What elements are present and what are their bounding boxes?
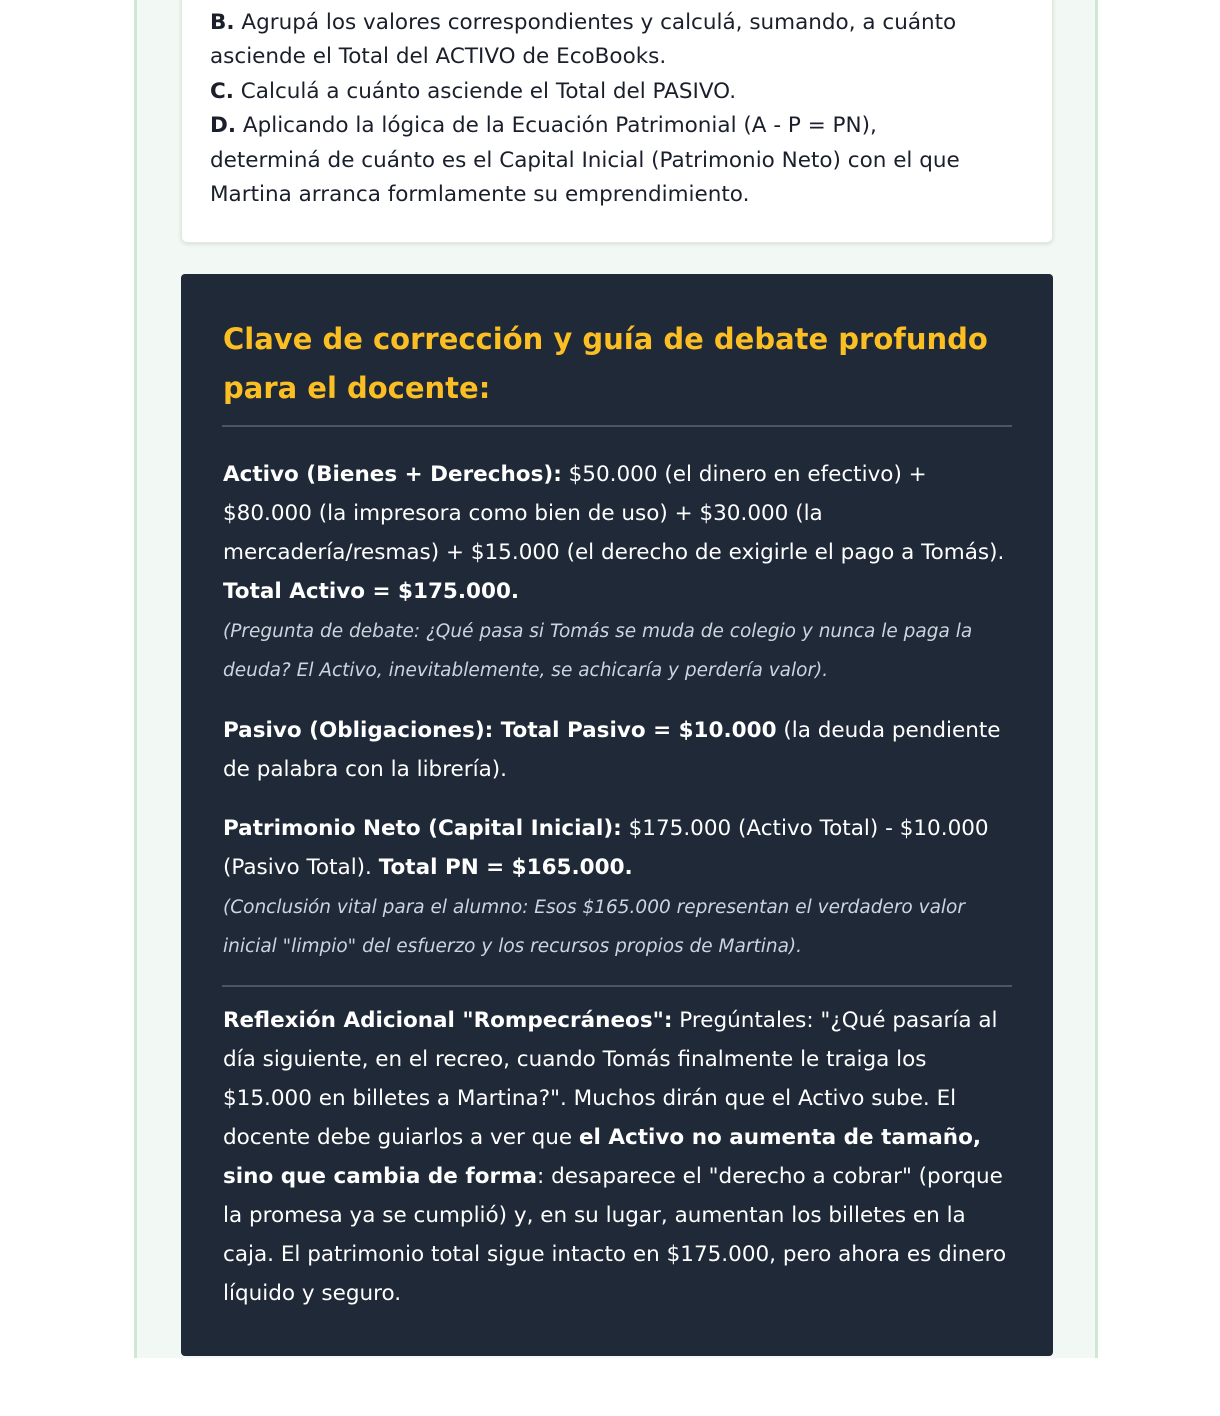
pasivo-label: Pasivo (Obligaciones):: [223, 718, 494, 743]
exercise-item-d-continued-2: Martina arranca formlamente su emprendimiento.: [210, 182, 750, 207]
reflexion-paragraph: [223, 1001, 1013, 1313]
reflexion-body-after: : desaparece el "derecho a cobrar" (porque la promesa ya se cumplió) y, en su lugar, aumentan los billetes en la caja. El patrimonio total sigue intacto en $175.000, pero ahora es dinero líquido y seguro.: [223, 1164, 1007, 1306]
reflexion-emphasis: el Activo no aumenta de tamaño, sino que cambia de forma: [223, 1125, 982, 1189]
patrimonio-paragraph: [223, 809, 1013, 887]
pasivo-total: Total Pasivo = $10.000: [493, 718, 777, 743]
activo-label: Activo (Bienes + Derechos):: [223, 462, 562, 487]
activo-body: $50.000 (el dinero en efectivo) + $80.000 (la impresora como bien de uso) + $30.000 (la mercadería/resmas) + $15.000 (el derecho de exigirle el pago a Tomás).: [223, 462, 1005, 565]
patrimonio-total: Total PN = $165.000.: [378, 855, 633, 880]
content-column: [134, 0, 1098, 1358]
item-text: Aplicando la lógica de la Ecuación Patrimonial (A - P = PN),: [242, 113, 877, 138]
item-letter: C.: [210, 78, 234, 104]
patrimonio-label: Patrimonio Neto (Capital Inicial):: [223, 816, 622, 841]
pasivo-body: (la deuda pendiente de palabra con la librería).: [223, 718, 1001, 782]
exercise-instructions: [210, 0, 1040, 213]
item-text: Agrupá los valores correspondientes y calculá, sumando, a cuánto: [241, 9, 957, 35]
item-letter: B.: [210, 9, 235, 35]
item-text: Calculá a cuánto asciende el Total del PASIVO.: [240, 78, 737, 104]
answer-key-card: [181, 274, 1053, 1356]
reflexion-label: Reflexión Adicional "Rompecráneos":: [223, 1008, 673, 1033]
pasivo-paragraph: [223, 711, 1013, 789]
exercise-item-d-continued: determiná de cuánto es el Capital Inicial (Patrimonio Neto) con el que: [210, 147, 960, 173]
activo-total: Total Activo = $175.000.: [223, 579, 520, 604]
activo-debate-note: (Pregunta de debate: ¿Qué pasa si Tomás se muda de colegio y nunca le paga la deuda? El Activo, inevitablemente, se achicaría y perdería valor).: [223, 621, 973, 681]
title-divider: [222, 425, 1012, 427]
patrimonio-conclusion-note: (Conclusión vital para el alumno: Esos $165.000 representan el verdadero valor inicial "limpio" del esfuerzo y los recursos propios de Martina).: [223, 897, 965, 957]
answer-key-title: Clave de corrección y guía de debate profundo para el docente:: [223, 322, 988, 405]
patrimonio-body: $175.000 (Activo Total) - $10.000 (Pasivo Total).: [223, 816, 989, 880]
activo-paragraph: [223, 455, 1013, 611]
exercise-item-c: [210, 75, 1040, 110]
item-letter: D.: [210, 113, 237, 138]
exercise-item-d: [210, 109, 1040, 144]
exercise-item-b: [210, 6, 1040, 41]
reflexion-divider: [222, 985, 1012, 987]
exercise-item-b-continued: asciende el Total del ACTIVO de EcoBooks.: [210, 44, 667, 69]
reflexion-body-before: Pregúntales: "¿Qué pasaría al día siguiente, en el recreo, cuando Tomás finalmente le traiga los $15.000 en billetes a Martina?". Muchos dirán que el Activo sube. El docente debe guiarlos a ver que: [223, 1008, 998, 1150]
exercise-card: [181, 0, 1053, 243]
